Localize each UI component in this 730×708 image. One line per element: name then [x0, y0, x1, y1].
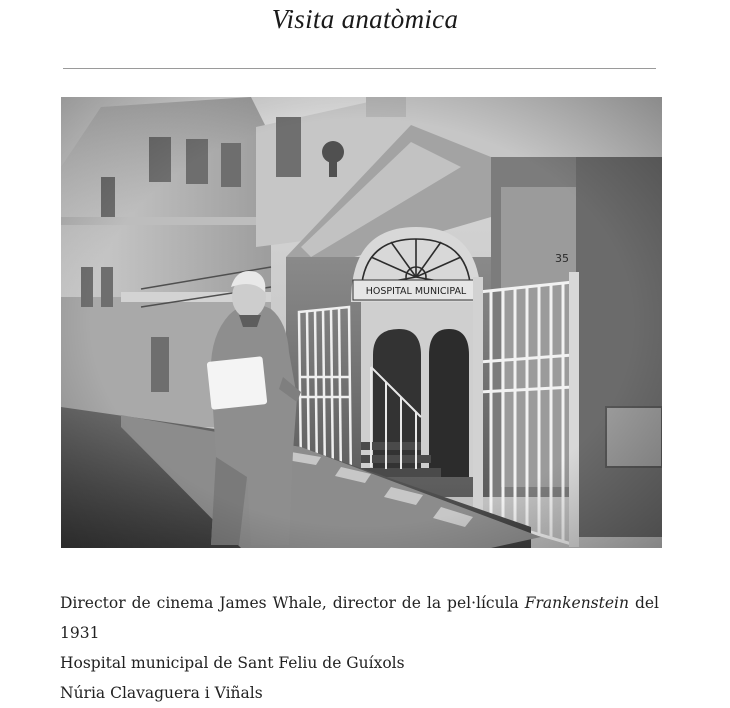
caption-text-end: del	[628, 594, 659, 612]
caption-line-3: Hospital municipal de Sant Feliu de Guíxols	[60, 654, 405, 672]
caption-line-2: 1931	[60, 624, 100, 642]
caption-line-4: Núria Clavaguera i Viñals	[60, 684, 263, 702]
page-title: Visita anatòmica	[271, 4, 459, 34]
hospital-photo	[61, 97, 662, 548]
film-title: Frankenstein	[524, 594, 629, 612]
title-divider	[63, 68, 656, 69]
caption-line-1	[60, 588, 659, 618]
photo-caption	[60, 588, 659, 708]
caption-text-start: Director de cinema James Whale, director de la pel·lícula	[60, 594, 525, 612]
